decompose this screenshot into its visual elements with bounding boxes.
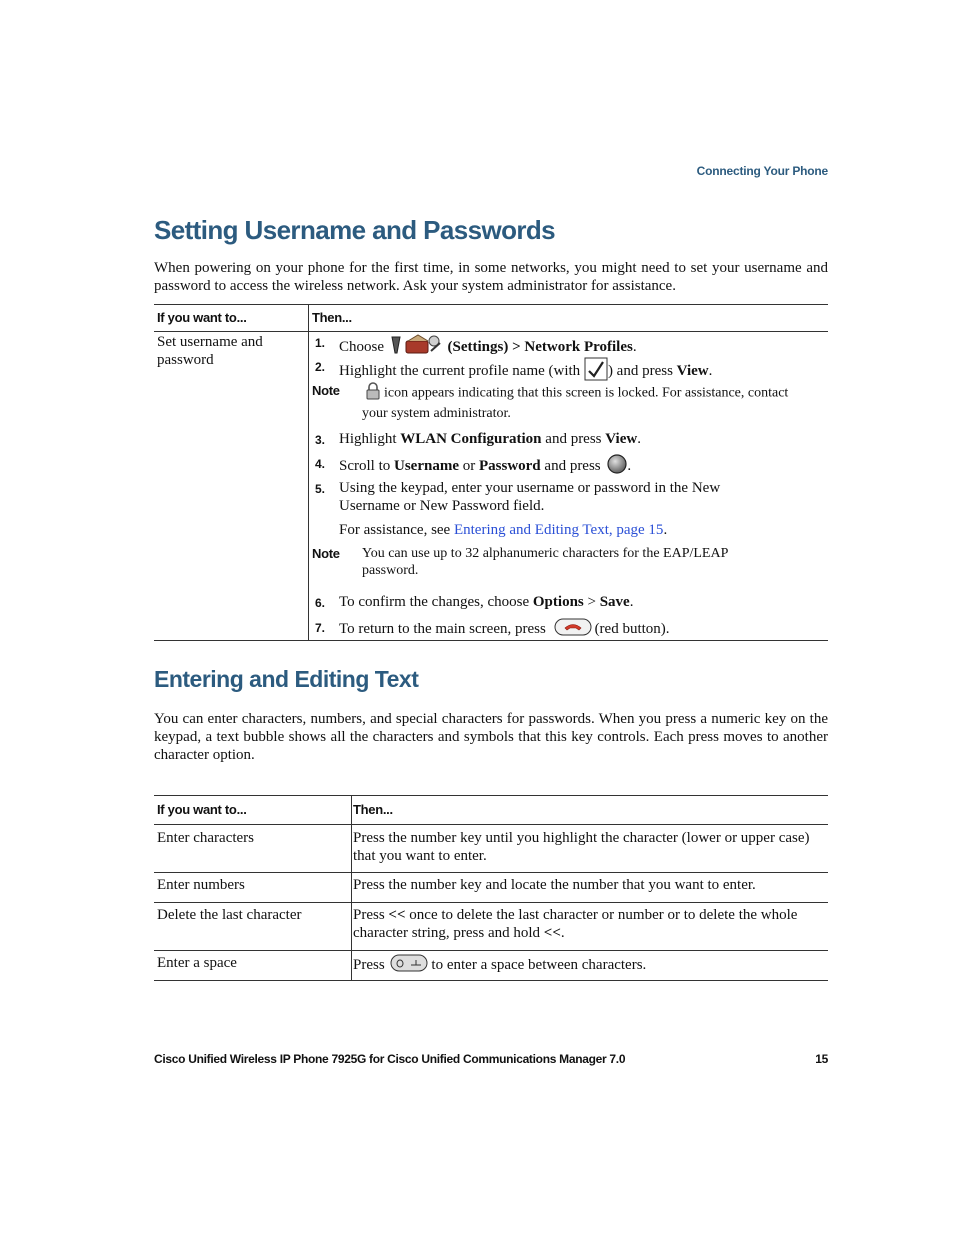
- cell-text: to enter a space between characters.: [431, 956, 647, 973]
- step-text: or: [462, 457, 476, 474]
- step-number: 6.: [315, 596, 326, 610]
- section2-intro: You can enter characters, numbers, and special characters for passwords. When you press a numeric key on the keypad, a text bubble shows all the characters and symbols that this key controls. Each press moves to another character option.: [154, 711, 828, 763]
- col-header-then: Then...: [353, 802, 393, 817]
- step-text: >: [587, 594, 596, 610]
- step-text: (red button).: [594, 620, 670, 637]
- step-text: For assistance, see: [339, 522, 451, 538]
- step-number: 4.: [315, 457, 326, 471]
- step-bold-text: WLAN Configuration: [400, 431, 542, 447]
- step-text: Highlight the current profile name (with: [339, 362, 581, 379]
- col-header-want: If you want to...: [157, 310, 247, 325]
- step-number: 5.: [315, 482, 326, 496]
- cell-text: Press: [353, 907, 385, 923]
- step-number: 3.: [315, 433, 326, 447]
- step-3: [339, 430, 799, 448]
- cell-text: once to delete the last character or number or to delete the whole character string, press and hold: [353, 907, 798, 941]
- select-button-icon: [607, 454, 627, 479]
- zero-key-icon: [390, 954, 428, 977]
- table-row-want: Enter characters: [157, 830, 255, 846]
- running-header: Connecting Your Phone: [696, 164, 828, 178]
- step-bold-text: Password: [478, 457, 541, 474]
- col-header-want: If you want to...: [157, 802, 247, 817]
- step-text: .: [708, 362, 713, 379]
- entering-editing-text-link[interactable]: Entering and Editing Text, page 15: [453, 522, 664, 538]
- cell-text: .: [560, 925, 565, 941]
- note-2: You can use up to 32 alphanumeric characters for the EAP/LEAP password.: [362, 546, 728, 578]
- step-4: [339, 454, 799, 479]
- note-label: Note: [312, 546, 340, 561]
- section-title-entering-text: Entering and Editing Text: [154, 666, 419, 692]
- step-bold-text: Options: [532, 594, 584, 610]
- step-text: and press: [544, 457, 601, 474]
- step-text: To return to the main screen, press: [339, 620, 546, 637]
- table-row-want: Delete the last character: [157, 907, 302, 923]
- footer: [154, 1052, 828, 1066]
- table-row-then: Press the number key and locate the number that you want to enter.: [353, 877, 756, 893]
- step-6: [339, 593, 799, 611]
- cell-text: Press: [353, 956, 385, 973]
- step-bold-text: (Settings) > Network Profiles: [447, 338, 633, 355]
- step-number: 7.: [315, 621, 326, 635]
- lock-icon: [366, 382, 380, 405]
- note-1: [362, 382, 802, 422]
- step-5-assist: [339, 521, 799, 539]
- step-text: .: [663, 522, 668, 538]
- cell-bold-text: <<: [543, 925, 561, 941]
- step-text: Highlight: [339, 431, 397, 447]
- cell-bold-text: <<: [388, 907, 406, 923]
- step-text: Scroll to: [339, 457, 391, 474]
- table-row-want: Enter a space: [157, 955, 237, 971]
- step-text: .: [632, 338, 637, 355]
- page-number: 15: [815, 1052, 828, 1066]
- table-row-then: [353, 906, 823, 942]
- step-text: .: [627, 457, 632, 474]
- table-row-then: Press the number key until you highlight the character (lower or upper case) that you want to enter.: [353, 830, 810, 864]
- note-label: Note: [312, 383, 340, 398]
- step-bold-text: Save: [599, 594, 630, 610]
- step-text: and press: [545, 431, 602, 447]
- step-number: 1.: [315, 336, 326, 350]
- text-entry-table: [154, 795, 828, 981]
- step-text: .: [637, 431, 641, 447]
- step-number: 2.: [315, 360, 326, 374]
- end-call-button-icon: [554, 618, 592, 641]
- step-bold-text: Username: [394, 457, 459, 474]
- username-steps-table: [154, 304, 828, 641]
- step-bold-text: View: [676, 362, 709, 379]
- footer-title: Cisco Unified Wireless IP Phone 7925G for Cisco Unified Communications Manager 7.0: [154, 1052, 626, 1066]
- step-text: .: [629, 594, 634, 610]
- step-bold-text: View: [605, 431, 638, 447]
- step-7: [339, 618, 799, 641]
- step-5: Using the keypad, enter your username or password in the New Username or New Password field.: [339, 480, 721, 514]
- step-text: ) and press: [607, 362, 673, 379]
- table-row-want: Enter numbers: [157, 877, 245, 893]
- section-title-setting-username: Setting Username and Passwords: [154, 215, 556, 245]
- col-header-then: Then...: [312, 310, 352, 325]
- row-label: Set username and password: [157, 334, 263, 368]
- step-text: To confirm the changes, choose: [339, 594, 530, 610]
- table-row-then: [353, 954, 823, 977]
- section1-intro: When powering on your phone for the first time, in some networks, you might need to set your username and password to access the wireless network. Ask your system administrator for assistance.: [154, 260, 828, 294]
- note-text: icon appears indicating that this screen is locked. For assistance, contact your system administrator.: [362, 385, 789, 421]
- step-text: Choose: [339, 338, 384, 355]
